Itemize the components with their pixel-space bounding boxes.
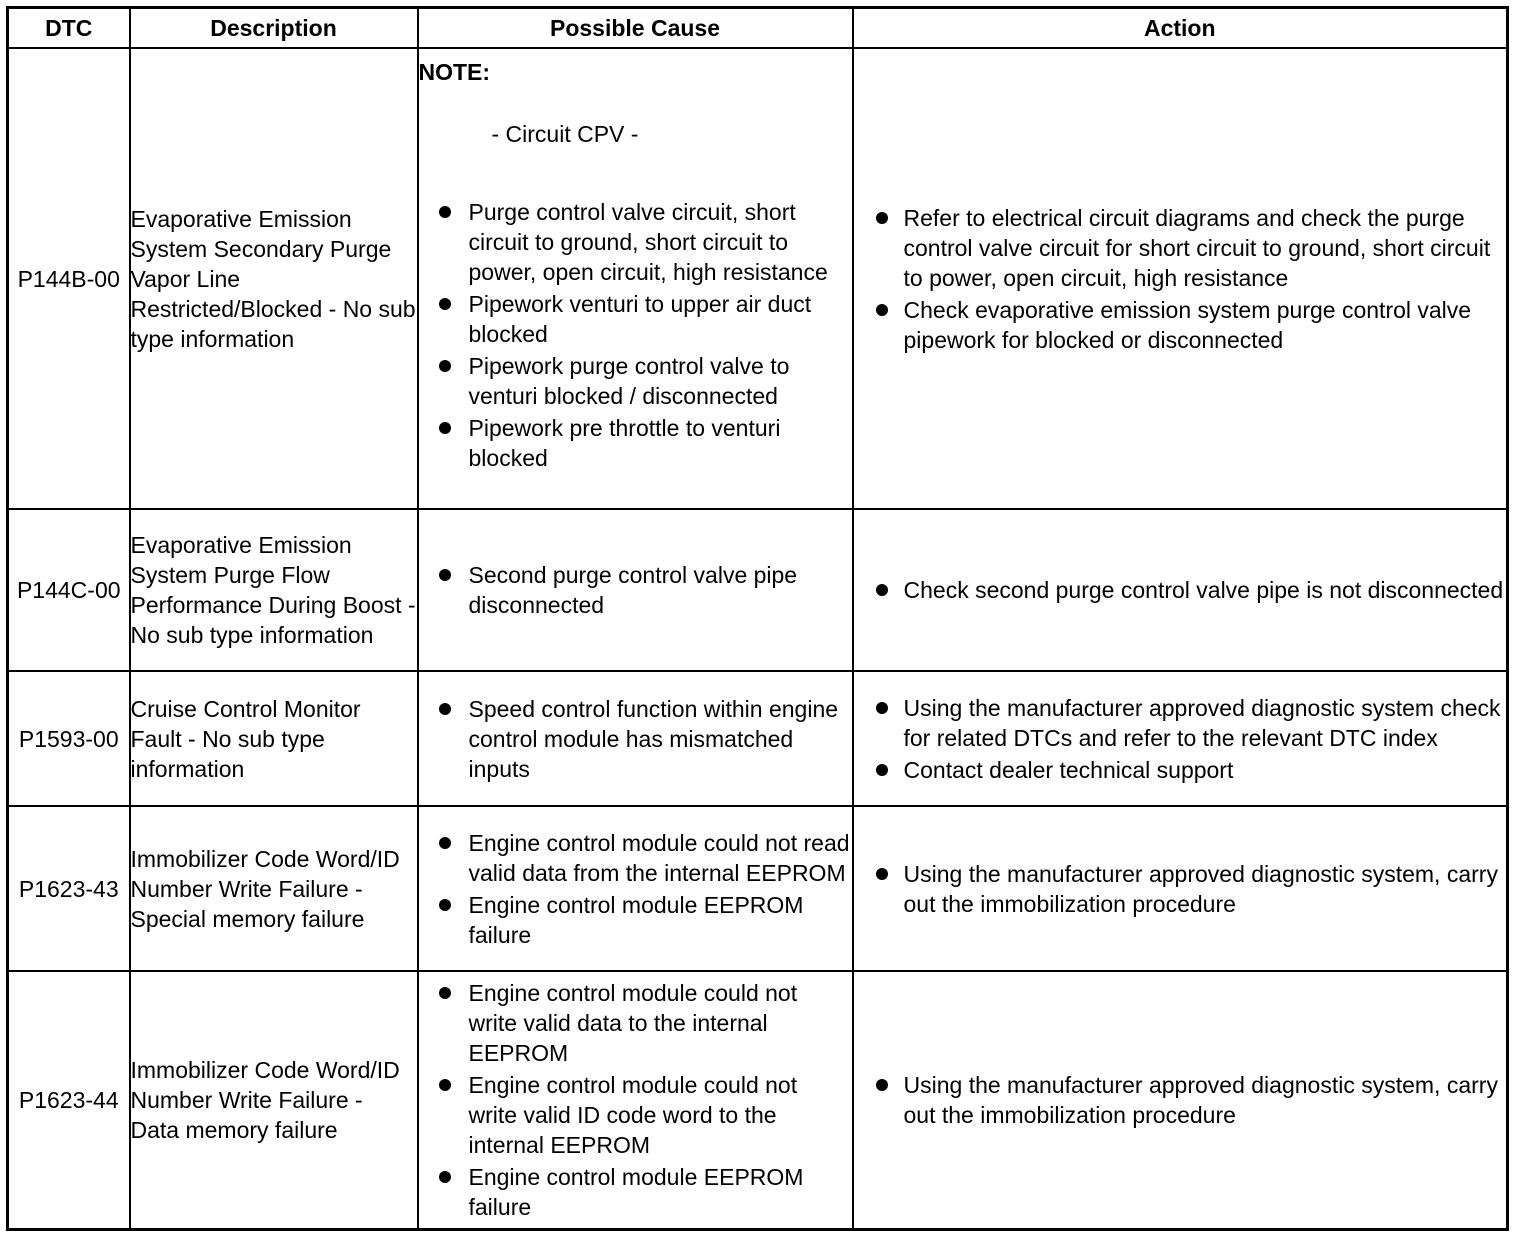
bullet-icon xyxy=(876,868,888,880)
bullet-icon xyxy=(876,702,888,714)
cause-text: Pipework purge control valve to venturi blocked / disconnected xyxy=(468,353,790,409)
list-item xyxy=(419,978,852,1068)
bullet-icon xyxy=(876,1079,888,1091)
cause-text: Pipework pre throttle to venturi blocked xyxy=(468,415,781,471)
bullet-icon xyxy=(439,899,451,911)
bullet-icon xyxy=(439,1171,451,1183)
action-text: Using the manufacturer approved diagnostic system, carry out the immobilization procedure xyxy=(903,1071,1498,1128)
possible-cause-cell xyxy=(418,971,853,1229)
list-item xyxy=(854,693,1507,753)
list-item xyxy=(419,694,852,784)
dtc-code: P1623-43 xyxy=(8,806,130,971)
cause-list xyxy=(419,978,852,1222)
header-possible-cause: Possible Cause xyxy=(418,8,853,49)
dtc-description: Evaporative Emission System Secondary Purge Vapor Line Restricted/Blocked - No sub type information xyxy=(130,48,418,509)
bullet-icon xyxy=(876,764,888,776)
table-row xyxy=(8,671,1508,806)
list-item xyxy=(419,413,852,473)
list-item xyxy=(419,828,852,888)
cause-list xyxy=(419,560,852,620)
dtc-code: P1623-44 xyxy=(8,971,130,1229)
list-item xyxy=(854,575,1507,605)
possible-cause-cell xyxy=(418,48,853,509)
action-text: Refer to electrical circuit diagrams and check the purge control valve circuit for short circuit to ground, short circuit to power, open circuit, high resistance xyxy=(903,204,1491,291)
cause-text: Pipework venturi to upper air duct blocked xyxy=(468,291,812,347)
dtc-code: P144C-00 xyxy=(8,509,130,671)
bullet-icon xyxy=(439,837,451,849)
list-item xyxy=(854,755,1507,785)
action-list xyxy=(854,1070,1507,1130)
list-item xyxy=(419,1162,852,1222)
list-item xyxy=(854,1070,1507,1130)
table-row xyxy=(8,971,1508,1229)
dtc-table xyxy=(6,6,1509,1231)
cause-text: Engine control module could not read valid data from the internal EEPROM xyxy=(468,829,850,886)
list-item xyxy=(419,197,852,287)
action-text: Check evaporative emission system purge control valve pipework for blocked or disconnected xyxy=(903,296,1472,353)
action-list xyxy=(854,693,1507,785)
header-description: Description xyxy=(130,8,418,49)
header-dtc: DTC xyxy=(8,8,130,49)
note-circuit: - Circuit CPV - xyxy=(491,121,639,147)
table-row xyxy=(8,509,1508,671)
bullet-icon xyxy=(876,584,888,596)
action-cell xyxy=(853,971,1508,1229)
header-action: Action xyxy=(853,8,1508,49)
dtc-description: Cruise Control Monitor Fault - No sub type information xyxy=(130,671,418,806)
cause-list xyxy=(419,195,852,475)
bullet-icon xyxy=(439,360,451,372)
bullet-icon xyxy=(439,1079,451,1091)
list-item xyxy=(419,560,852,620)
action-list xyxy=(854,859,1507,919)
list-item xyxy=(419,890,852,950)
bullet-icon xyxy=(439,569,451,581)
note-label: NOTE: xyxy=(418,59,491,85)
action-text: Contact dealer technical support xyxy=(903,756,1234,783)
cause-text: Second purge control valve pipe disconnected xyxy=(468,562,798,618)
action-list xyxy=(854,203,1507,355)
list-item xyxy=(419,289,852,349)
action-text: Check second purge control valve pipe is not disconnected xyxy=(903,577,1504,603)
table-row xyxy=(8,806,1508,971)
header-row xyxy=(8,8,1508,49)
dtc-description: Immobilizer Code Word/ID Number Write Failure - Data memory failure xyxy=(130,971,418,1229)
bullet-icon xyxy=(876,212,888,224)
dtc-description: Evaporative Emission System Purge Flow Performance During Boost - No sub type information xyxy=(130,509,418,671)
action-text: Using the manufacturer approved diagnostic system check for related DTCs and refer to the relevant DTC index xyxy=(903,694,1501,751)
dtc-code: P1593-00 xyxy=(8,671,130,806)
dtc-description: Immobilizer Code Word/ID Number Write Failure - Special memory failure xyxy=(130,806,418,971)
possible-cause-cell xyxy=(418,671,853,806)
list-item xyxy=(419,1070,852,1160)
action-cell xyxy=(853,48,1508,509)
cause-text: Engine control module could not write valid data to the internal EEPROM xyxy=(468,979,798,1066)
cause-text: Speed control function within engine control module has mismatched inputs xyxy=(468,695,839,782)
bullet-icon xyxy=(876,304,888,316)
cause-text: Purge control valve circuit, short circuit to ground, short circuit to power, open circuit, high resistance xyxy=(468,199,828,285)
action-cell xyxy=(853,806,1508,971)
bullet-icon xyxy=(439,703,451,715)
bullet-icon xyxy=(439,422,451,434)
action-text: Using the manufacturer approved diagnostic system, carry out the immobilization procedure xyxy=(903,860,1498,917)
cause-list xyxy=(419,828,852,950)
cause-text: Engine control module EEPROM failure xyxy=(468,1163,804,1220)
bullet-icon xyxy=(439,987,451,999)
cause-text: Engine control module EEPROM failure xyxy=(468,891,804,948)
action-cell xyxy=(853,671,1508,806)
action-cell xyxy=(853,509,1508,671)
table-row xyxy=(8,48,1508,509)
list-item xyxy=(419,351,852,411)
list-item xyxy=(854,295,1507,355)
action-list xyxy=(854,575,1507,605)
possible-cause-cell xyxy=(418,806,853,971)
list-item xyxy=(854,859,1507,919)
list-item xyxy=(854,203,1507,293)
possible-cause-cell xyxy=(418,509,853,671)
bullet-icon xyxy=(439,298,451,310)
cause-list xyxy=(419,694,852,784)
bullet-icon xyxy=(439,206,451,218)
dtc-code: P144B-00 xyxy=(8,48,130,509)
cause-text: Engine control module could not write valid ID code word to the internal EEPROM xyxy=(468,1071,798,1158)
